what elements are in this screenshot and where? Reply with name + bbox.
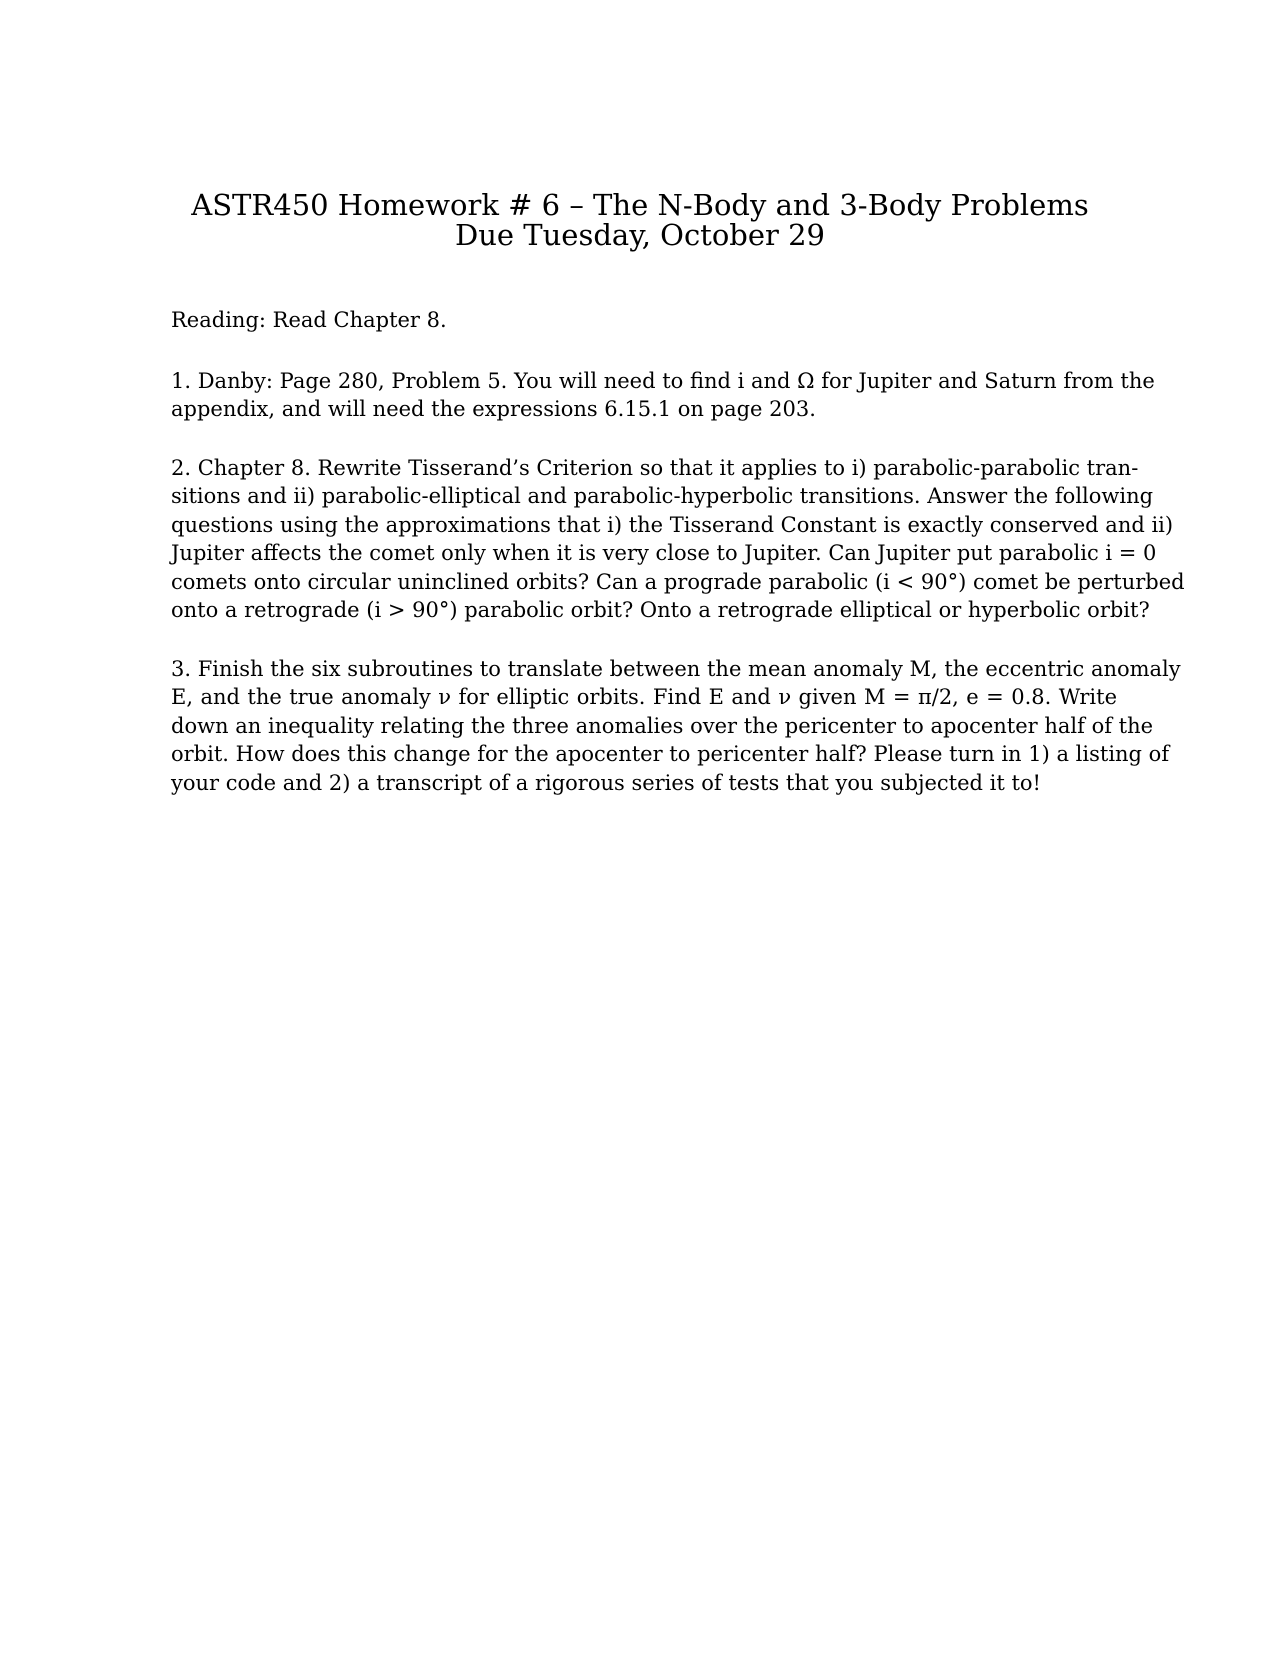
problem-line: your code and 2) a transcript of a rigorous series of tests that you subjected it to! (171, 770, 1041, 795)
problem-line: orbit. How does this change for the apocenter to pericenter half? Please turn in 1) a listing of (171, 742, 1170, 766)
reading-line: Reading: Read Chapter 8. (171, 308, 447, 332)
problem-line: questions using the approximations that i) the Tisserand Constant is exactly conserved and ii) (171, 512, 1174, 537)
problem-line: 1. Danby: Page 280, Problem 5. You will need to find i and Ω for Jupiter and Saturn from the (171, 368, 1155, 393)
problem-2 (171, 454, 1185, 625)
reading-assignment (171, 306, 1117, 335)
problem-line: Jupiter affects the comet only when it is very close to Jupiter. Can Jupiter put parabolic i = 0 (171, 541, 1157, 565)
document-header (0, 190, 1280, 250)
problem-1 (171, 367, 1155, 424)
problem-3 (171, 655, 1181, 798)
problem-line: sitions and ii) parabolic-elliptical and parabolic-hyperbolic transitions. Answer the following (171, 484, 1154, 508)
problem-line: onto a retrograde (i > 90°) parabolic orbit? Onto a retrograde elliptical or hyperbolic orbit? (171, 598, 1150, 622)
problem-line: 3. Finish the six subroutines to translate between the mean anomaly M, the eccentric anomaly (171, 656, 1181, 681)
problem-line: E, and the true anomaly ν for elliptic orbits. Find E and ν given M = π/2, e = 0.8. Write (171, 685, 1117, 709)
document-body (171, 306, 1185, 827)
document-title: ASTR450 Homework # 6 – The N-Body and 3-Body Problems (191, 188, 1089, 222)
due-date: Due Tuesday, October 29 (454, 218, 826, 252)
problem-line: 2. Chapter 8. Rewrite Tisserand’s Criterion so that it applies to i) parabolic-parabolic tran- (171, 455, 1139, 480)
problem-line: down an inequality relating the three anomalies over the pericenter to apocenter half of the (171, 713, 1154, 738)
problem-line: comets onto circular uninclined orbits? Can a prograde parabolic (i < 90°) comet be perturbed (171, 569, 1185, 594)
problem-line: appendix, and will need the expressions 6.15.1 on page 203. (171, 397, 816, 421)
